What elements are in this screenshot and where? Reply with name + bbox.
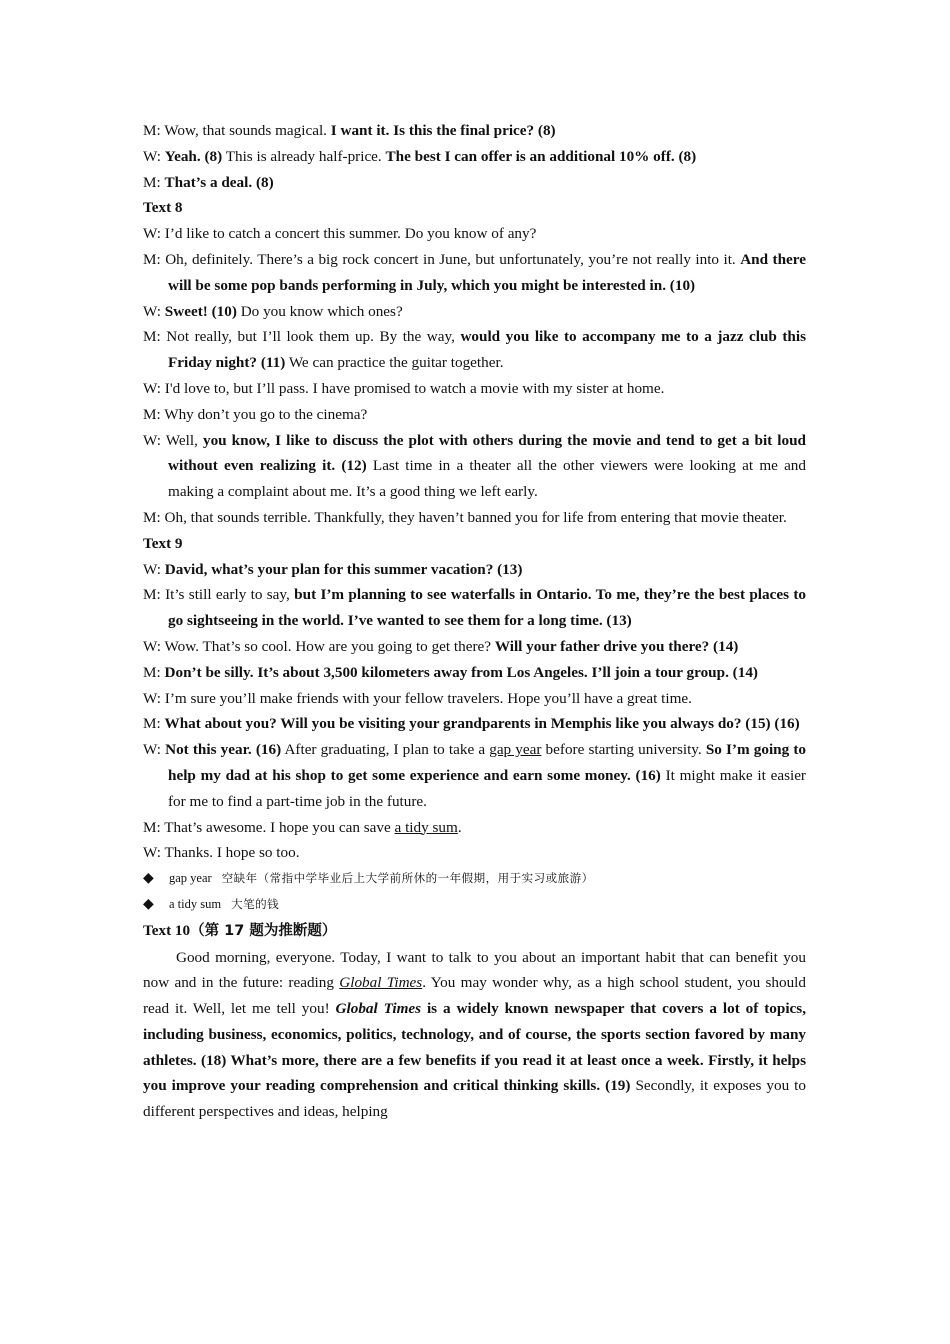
key-sentence: is a widely known newspaper that covers a lot of topics, including business, economics, politics, technology, and of course, the sports section favored by many athletes. (18) What’s more, there are a few benefits if you read it at least once a week. Firstly, it helps you improve your reading comprehension and critical thinking skills. (19) [143,1000,806,1095]
dialogue-line [143,815,806,841]
speaker: W: [143,637,165,655]
dialogue-line [143,324,806,376]
line-text: Last time in a theater all the other viewers were looking at me and making a complaint about me. It’s a good thing we left early. [168,457,806,501]
dialogue-line [143,737,806,814]
speaker: W: [143,560,165,578]
vocab-note [143,866,806,892]
monologue-paragraph [143,945,806,1126]
speaker: W: [143,844,165,862]
dialogue-line [143,376,806,402]
dialogue-line [143,428,806,505]
speaker: M: [143,173,165,191]
section-heading-text9: Text 9 [143,534,183,552]
dialogue-line [143,402,806,428]
speaker: W: [143,431,166,449]
line-text: . [457,818,462,836]
section-heading-text10 [143,918,806,945]
speaker: W: [143,302,165,320]
key-sentence: I want it. Is this the final price? (8) [330,122,556,139]
key-sentence: would you like to accompany me to a jazz club this Friday night? (11) [168,328,807,372]
dialogue-line [143,144,806,170]
key-sentence: but I’m planning to see waterfalls in Ontario. To me, they’re the best places to go sightseeing in the world. I’ve wanted to see them for a long time. (13) [168,586,806,630]
line-text: This is already half-price. [222,147,386,165]
section-note: （第 17 题为推断题） [190,922,337,939]
key-sentence: Not this year. (16) [165,741,282,759]
speaker: W: [143,225,165,243]
dialogue-line [143,247,806,299]
newspaper-title: Global Times [339,974,423,992]
line-text: Thanks. I hope so too. [164,844,300,862]
speaker: W: [143,379,165,397]
dialogue-line [143,840,806,866]
key-sentence: What about you? Will you be visiting your grandparents in Memphis like you always do? (15) (16) [164,715,800,733]
speaker: M: [143,250,166,268]
speaker: M: [143,405,165,423]
dialogue-block-text9 [143,557,806,867]
key-sentence: Yeah. (8) [164,147,223,165]
line-text: We can practice the guitar together. [285,354,504,372]
vocabulary-notes [143,866,806,918]
dialogue-line [143,634,806,660]
vocab-term: gap year [169,871,212,886]
line-text: Oh, that sounds terrible. Thankfully, they haven’t banned you for life from entering that movie theater. [164,508,787,526]
dialogue-line [143,711,806,737]
vocab-meaning: 空缺年（常指中学毕业后上大学前所休的一年假期，用于实习或旅游） [221,871,594,886]
vocab-note [143,892,806,918]
key-sentence: That’s a deal. (8) [164,173,274,191]
key-sentence: David, what’s your plan for this summer vacation? (13) [164,560,523,578]
speaker: M: [143,818,165,836]
line-text: Not really, but I’ll look them up. By the way, [166,328,461,346]
line-text: Why don’t you go to the cinema? [164,405,368,423]
speaker: M: [143,715,165,733]
speaker: W: [143,147,165,165]
diamond-bullet-icon: ◆ [143,896,154,912]
key-sentence: So I’m going to help my dad at his shop to get some experience and earn some money. (16) [168,741,806,784]
newspaper-title: Global Times [335,1000,422,1018]
underlined-term: gap year [489,741,542,759]
key-sentence: And there will be some pop bands performing in July, which you might be interested in. (10) [168,250,806,294]
underlined-term: a tidy sum [394,818,458,836]
line-text: Oh, definitely. There’s a big rock concert in June, but unfortunately, you’re not really into it. [165,250,741,268]
dialogue-line [143,557,806,583]
speaker: W: [143,741,166,759]
key-sentence: The best I can offer is an additional 10% off. (8) [385,147,697,165]
line-text: Wow, that sounds magical. [164,122,331,139]
dialogue-line [143,686,806,712]
line-text: before starting university. [541,741,706,759]
line-text: It might make it easier for me to find a part-time job in the future. [168,766,806,810]
line-text: That’s awesome. I hope you can save [164,818,395,836]
dialogue-block-text8 [143,221,806,531]
line-text: It’s still early to say, [165,586,295,604]
dialogue-line [143,582,806,634]
diamond-bullet-icon: ◆ [143,871,154,887]
dialogue-line [143,505,806,531]
line-text: I’d like to catch a concert this summer. Do you know of any? [164,225,537,243]
line-text: I’m sure you’ll make friends with your fellow travelers. Hope you’ll have a great time. [164,689,692,707]
section-title: Text 10 [143,921,191,939]
line-text: Wow. That’s so cool. How are you going to get there? [164,637,495,655]
dialogue-line [143,170,806,196]
speaker: M: [143,586,166,604]
vocab-term: a tidy sum [169,896,222,911]
speaker: W: [143,689,165,707]
section-heading-text8: Text 8 [143,199,183,217]
dialogue-block-text7 [143,118,806,195]
vocab-meaning: 大笔的钱 [231,896,280,911]
dialogue-line [143,660,806,686]
dialogue-line [143,299,806,325]
line-text: After graduating, I plan to take a [281,741,490,759]
speaker: M: [143,122,165,139]
speaker: M: [143,328,167,346]
dialogue-line [143,221,806,247]
speaker: M: [143,508,165,526]
page-content [143,118,806,1125]
para-text: Secondly, it exposes you to different perspectives and ideas, helping [143,1077,806,1121]
line-text: I'd love to, but I’ll pass. I have promised to watch a movie with my sister at home. [164,379,665,397]
key-sentence: Sweet! (10) [164,302,237,320]
line-text: Do you know which ones? [236,302,403,320]
speaker: M: [143,663,165,681]
para-text: . You may wonder why, as a high school student, you should read it. Well, let me tell you! [143,974,806,1018]
dialogue-line [143,118,806,144]
key-sentence: Don’t be silly. It’s about 3,500 kilometers away from Los Angeles. I’ll join a tour group. (14) [164,663,758,681]
line-text: Well, [165,431,203,449]
key-sentence: Will your father drive you there? (14) [494,637,739,655]
key-sentence: you know, I like to discuss the plot with others during the movie and tend to get a bit loud without even realizing it. (12) [168,431,807,475]
para-text: Good morning, everyone. Today, I want to talk to you about an important habit that can benefit you now and in the future: reading [143,948,806,992]
